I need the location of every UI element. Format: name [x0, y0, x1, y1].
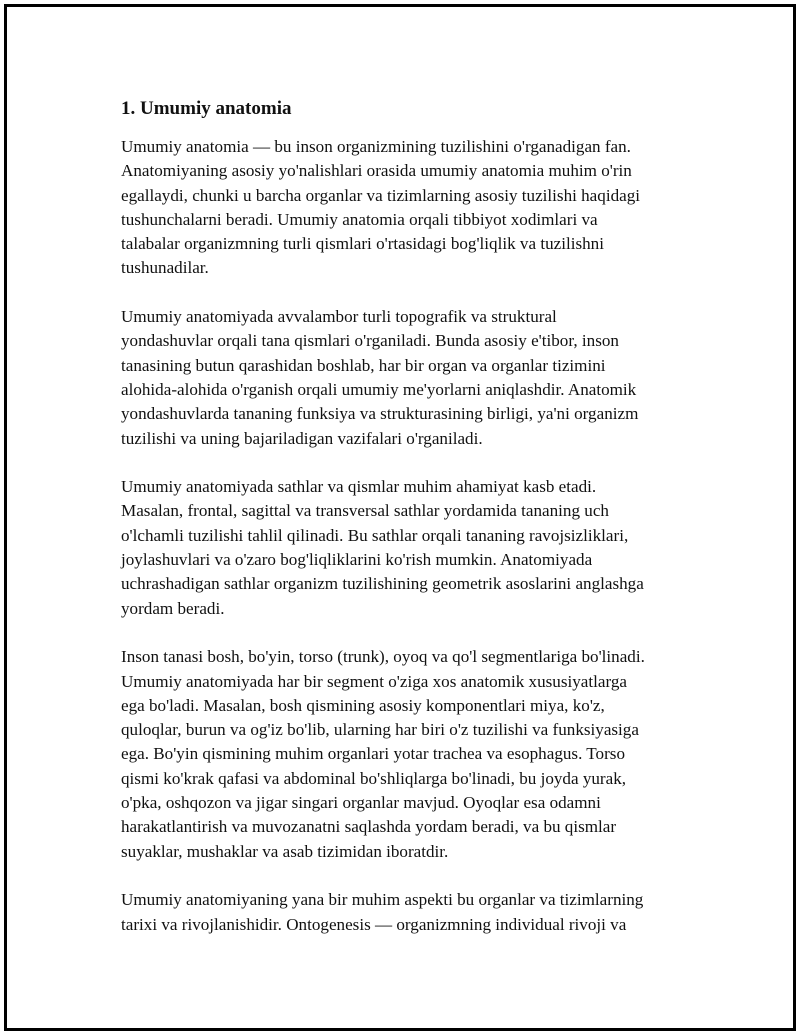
text-line: Umumiy anatomiyada sathlar va qismlar muhim ahamiyat kasb etadi. [121, 477, 597, 497]
text-line: suyaklar, mushaklar va asab tizimidan iboratdir. [121, 841, 449, 861]
text-line: tanasining butun qarashidan boshlab, har bir organ va organlar tizimini [121, 355, 606, 375]
text-line: ega bo'ladi. Masalan, bosh qismining asosiy komponentlari miya, ko'z, [121, 695, 605, 715]
text-line: yordam beradi. [121, 598, 225, 618]
text-line: joylashuvlari va o'zaro bog'liqliklarini ko'rish mumkin. Anatomiyada [121, 550, 593, 570]
text-line: talabalar organizmning turli qismlari o'rtasidagi bog'liqlik va tuzilishni [121, 234, 604, 254]
paragraph-2 [121, 305, 701, 451]
paragraph-4 [121, 645, 701, 864]
text-line: Umumiy anatomiyaning yana bir muhim aspekti bu organlar va tizimlarning [121, 890, 644, 910]
text-line: Masalan, frontal, sagittal va transversal sathlar yordamida tananing uch [121, 501, 609, 521]
text-line: qismi ko'krak qafasi va abdominal bo'shliqlarga bo'linadi, bu joyda yurak, [121, 768, 627, 788]
text-line: Anatomiyaning asosiy yo'nalishlari orasida umumiy anatomia muhim o'rin [121, 161, 632, 181]
text-line: o'pka, oshqozon va jigar singari organlar mavjud. Oyoqlar esa odamni [121, 793, 601, 813]
text-line: tushunadilar. [121, 258, 209, 278]
text-line: Umumiy anatomiyada avvalambor turli topografik va struktural [121, 307, 557, 327]
text-line: tushunchalarni beradi. Umumiy anatomia orqali tibbiyot xodimlari va [121, 209, 598, 229]
paragraph-1 [121, 135, 701, 281]
text-line: ega. Bo'yin qismining muhim organlari yotar trachea va esophagus. Torso [121, 744, 625, 764]
text-line: harakatlantirish va muvozanatni saqlashda yordam beradi, va bu qismlar [121, 817, 617, 837]
text-line: uchrashadigan sathlar organizm tuzilishining geometrik asoslarini anglashga [121, 574, 644, 594]
text-line: Inson tanasi bosh, bo'yin, torso (trunk), oyoq va qo'l segmentlariga bo'linadi. [121, 647, 645, 667]
text-line: Umumiy anatomiyada har bir segment o'ziga xos anatomik xususiyatlarga [121, 671, 627, 691]
text-line: yondashuvlarda tananing funksiya va strukturasining birligi, ya'ni organizm [121, 404, 639, 424]
document-body [121, 95, 701, 961]
text-line: egallaydi, chunki u barcha organlar va tizimlarning asosiy tuzilishi haqidagi [121, 185, 640, 205]
paragraph-3 [121, 475, 701, 621]
text-line: o'lchamli tuzilishi tahlil qilinadi. Bu sathlar orqali tananing ravojsizliklari, [121, 525, 629, 545]
text-line: yondashuvlar orqali tana qismlari o'rganiladi. Bunda asosiy e'tibor, inson [121, 331, 619, 351]
text-line: tuzilishi va uning bajariladigan vazifalari o'rganiladi. [121, 428, 483, 448]
section-title: 1. Umumiy anatomia [121, 98, 292, 119]
paragraph-5 [121, 888, 701, 937]
text-line: Umumiy anatomia — bu inson organizmining tuzilishini o'rganadigan fan. [121, 137, 631, 156]
text-line: alohida-alohida o'rganish orqali umumiy me'yorlarni aniqlashdir. Anatomik [121, 379, 637, 399]
text-line: tarixi va rivojlanishidir. Ontogenesis — organizmning individual rivoji va [121, 914, 627, 934]
page-frame [4, 4, 796, 1031]
text-line: quloqlar, burun va og'iz bo'lib, ularning har biri o'z tuzilishi va funksiyasiga [121, 720, 639, 740]
